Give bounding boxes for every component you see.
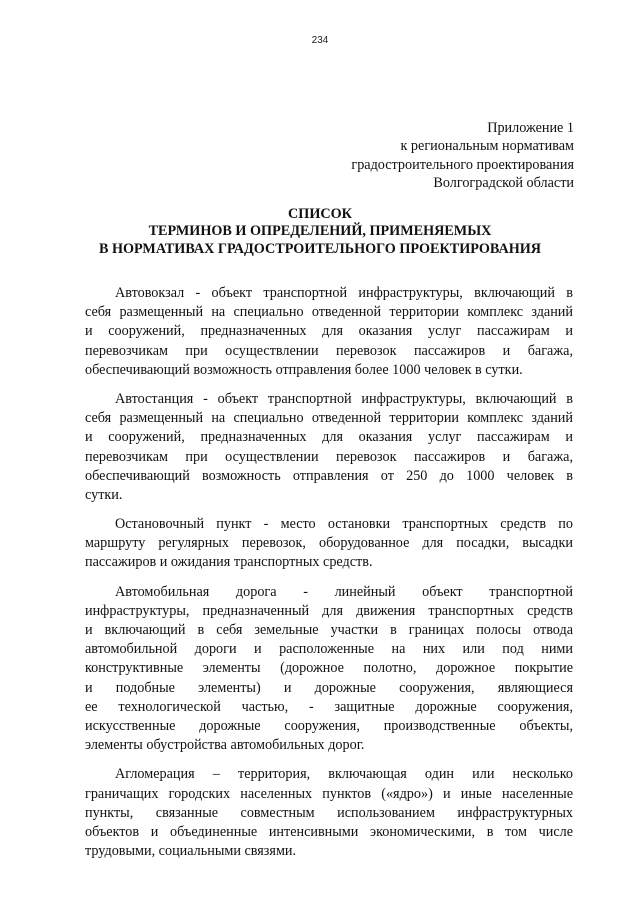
paragraph-line: ее технологической частью, - защитные дорожные сооружения, [85, 698, 573, 715]
paragraph-line: себя размещенный на специально отведенной территории комплекс зданий [85, 410, 573, 427]
term-paragraph [85, 765, 573, 861]
appendix-block [351, 119, 574, 193]
paragraph-line: пассажиров и ожидания транспортных средств. [85, 554, 373, 571]
appendix-line: к региональным нормативам [400, 138, 574, 155]
paragraph-line: и сооружений, предназначенных для оказания услуг пассажирам и [85, 323, 573, 340]
paragraph-line: обеспечивающий возможность отправления более 1000 человек в сутки. [85, 361, 523, 378]
paragraph-line: элементы обустройства автомобильных дорог. [85, 737, 365, 754]
heading-line: В НОРМАТИВАХ ГРАДОСТРОИТЕЛЬНОГО ПРОЕКТИРОВАНИЯ [98, 240, 542, 257]
paragraph-line: сутки. [85, 486, 123, 503]
paragraph-line: и включающий в себя земельные участки в границах полосы отвода [85, 622, 573, 638]
term-paragraph [85, 284, 573, 380]
heading-line: ТЕРМИНОВ И ОПРЕДЕЛЕНИЙ, ПРИМЕНЯЕМЫХ [148, 223, 492, 240]
term-paragraph [85, 515, 573, 573]
paragraph-line: Автовокзал - объект транспортной инфраструктуры, включающий в [115, 285, 573, 301]
paragraph-line: искусственные дорожные сооружения, производственные объекты, [85, 717, 573, 734]
appendix-line: Приложение 1 [487, 120, 574, 136]
document-body [85, 284, 573, 871]
paragraph-line: маршруту регулярных перевозок, оборудованное для посадки, высадки [85, 535, 573, 552]
paragraph-line: конструктивные элементы (дорожное полотно, дорожное покрытие [85, 660, 573, 677]
paragraph-line: инфраструктуры, предназначенный для движения транспортных средств [85, 602, 573, 619]
page-number: 234 [311, 35, 329, 46]
document-heading [0, 206, 640, 258]
paragraph-line: граничащих городских населенных пунктов («ядро») и иные населенные [85, 785, 573, 802]
paragraph-line: трудовыми, социальными связями. [85, 843, 297, 860]
paragraph-line: пункты, связанные совместным использованием инфраструктурных [85, 804, 573, 821]
paragraph-line: и подобные элементы) и дорожные сооружения, являющиеся [85, 679, 573, 696]
paragraph-line: Автостанция - объект транспортной инфраструктуры, включающий в [115, 390, 573, 407]
paragraph-line: Остановочный пункт - место остановки транспортных средств по [115, 516, 573, 533]
term-paragraph [85, 583, 573, 756]
paragraph-line: Автомобильная дорога - линейный объект транспортной [115, 583, 573, 600]
paragraph-line: перевозчикам при осуществлении перевозок пассажиров и багажа, [85, 342, 573, 359]
paragraph-line: автомобильной дороги и расположенные на них или под ними [85, 641, 573, 658]
paragraph-line: обеспечивающий возможность отправления от 250 до 1000 человек в [85, 467, 573, 484]
appendix-line: Волгоградской области [433, 175, 574, 192]
paragraph-line: Агломерация – территория, включающая один или несколько [115, 766, 573, 783]
heading-line: СПИСОК [288, 206, 352, 222]
paragraph-line: объектов и объединенные интенсивными экономическими, в том числе [85, 823, 573, 840]
paragraph-line: перевозчикам при осуществлении перевозок пассажиров и багажа, [85, 448, 573, 465]
term-paragraph [85, 390, 573, 505]
paragraph-line: себя размещенный на специально отведенной территории комплекс зданий [85, 304, 573, 321]
appendix-line: градостроительного проектирования [351, 156, 574, 173]
paragraph-line: и сооружений, предназначенных для оказания услуг пассажирам и [85, 429, 573, 446]
